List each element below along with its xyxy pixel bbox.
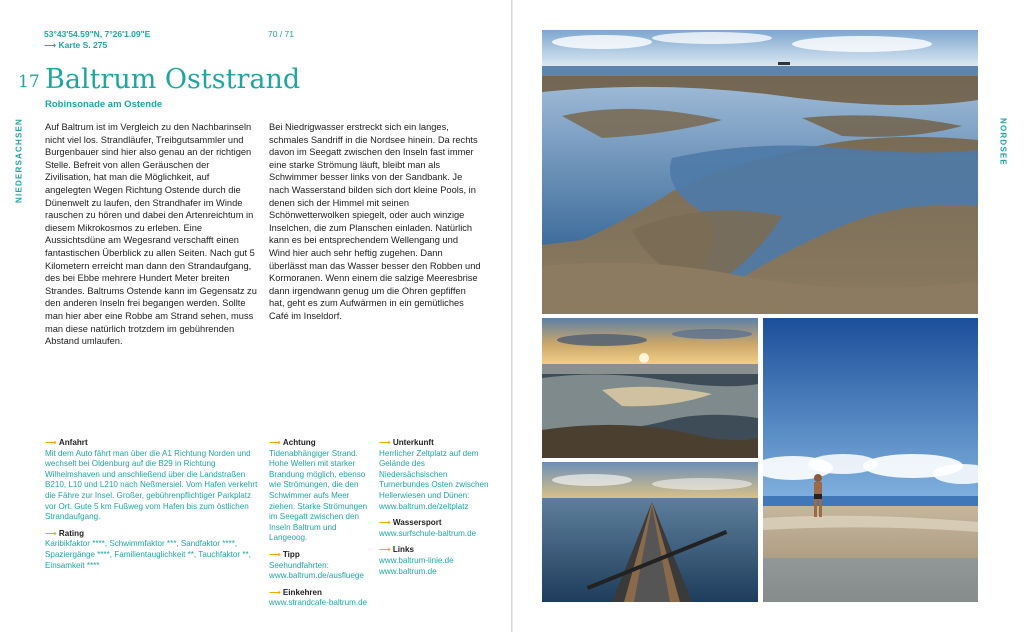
photo-swimmer-beach: [763, 318, 978, 602]
rating-text: Karibikfaktor ****, Schwimmfaktor ***, Sandfaktor ****, Spaziergänge ****, Familientauglichkeit **, Tauchfaktor **, Einsamkeit ****: [45, 539, 251, 570]
unterkunft-heading: ⟶ Unterkunft: [379, 438, 489, 449]
unterkunft-link[interactable]: www.baltrum.de/zeltplatz: [379, 501, 469, 511]
region-label-right: [996, 118, 1010, 178]
info-column-1: [45, 438, 260, 577]
region-text-right: NORDSEE: [998, 118, 1008, 166]
tipp-link[interactable]: www.baltrum.de/ausfluege: [269, 571, 364, 581]
region-label-left: [12, 118, 26, 218]
chapter-number: 17: [18, 72, 40, 92]
page-subtitle: Robinsonade am Ostende: [45, 99, 163, 110]
body-column-1: Auf Baltrum ist im Vergleich zu den Nachbarinseln nicht viel los. Strandläufer, Treibgutsammler und Burgenbauer sind hier also genau an der richtigen Stelle. Befreit von allen Geräuschen der Zivilisation, hat man die Möglichkeit, auf angelegten Wegen Richtung Ostende durch die Dünenwelt zu laufen, den Strandhafer im Winde rauschen zu hören und dabei den Artenreichtum in diesem Mikrokosmos zu erleben. Eine Aussichtsdüne am Wegesrand verschafft einen fantastischen Überblick zu allen Seiten. Nach gut 5 Kilometern erreicht man dann den Strandaufgang, des bei Ebbe mehrere Hundert Meter breiten Strandes. Baltrums Ostende kann im Gegensatz zu den anderen Inseln frei begangen werden. Sollte man hier aber eine Robbe am Strand sehen, muss man diese natürlich trotzdem im gebührenden Abstand umlaufen.: [45, 122, 257, 347]
links-link-2[interactable]: www.baltrum.de: [379, 566, 437, 576]
anfahrt-text: Mit dem Auto fährt man über die A1 Richtung Norden und wechselt bei Oldenburg auf die B29 in Richtung Wilhelmshaven und anschließend über die Landstraßen B210, L10 und L210 nach Neßmersiel. Vom Hafen verkehrt die Fähre zur Insel. Großer, gebührenpflichtiger Parkplatz vor Ort. Gute 5 km Fußweg vom Hafen bis zum östlichen Strandaufgang.: [45, 448, 258, 522]
coordinates: [44, 29, 150, 51]
info-column-3: [379, 438, 489, 583]
rating-heading: ⟶ Rating: [45, 529, 260, 540]
achtung-text: Tidenabhängiger Strand. Hohe Wellen mit starker Brandung möglich, ebenso wie Strömungen, die den Schwimmer aufs Meer ziehen. Starke Strömungen im Seegatt zwischen den Inseln Baltrum und Langeoog.: [269, 448, 368, 543]
links-link-1[interactable]: www.baltrum-linie.de: [379, 555, 454, 565]
photo-tidal-flats: [542, 30, 978, 314]
unterkunft-text: Herrlicher Zeltplatz auf dem Gelände des Niedersächsischen Turnerbundes Osten zwischen Hellerwiesen und Dünen:: [379, 448, 489, 500]
anfahrt-heading: ⟶ Anfahrt: [45, 438, 260, 449]
wassersport-link[interactable]: www.surfschule-baltrum.de: [379, 528, 477, 538]
tipp-text: Seehundfahrten:: [269, 560, 329, 570]
einkehren-heading: ⟶ Einkehren: [269, 588, 371, 599]
page-title: Baltrum Oststrand: [45, 64, 301, 95]
map-reference-link[interactable]: ⟶ Karte S. 275: [44, 40, 108, 50]
region-text: NIEDERSACHSEN: [14, 118, 24, 203]
photo-sunset-pools: [542, 318, 758, 458]
photo-kayak: [542, 462, 758, 602]
einkehren-link[interactable]: www.strandcafe-baltrum.de: [269, 598, 368, 608]
body-column-2: Bei Niedrigwasser erstreckt sich ein langes, schmales Sandriff in die Nordsee hinein. Da rechts davon im Seegatt zwischen den Inseln fast immer eine starke Strömung läuft, bleibt man als Schwimmer besser links von der Sandbank. Je nach Wasserstand bilden sich dort kleine Pools, in denen sich der Himmel mit seinen Schönwetterwolken spiegelt, oder auch winzige Inselchen, die zum Planschen einladen. Natürlich kann es bei entsprechendem Wellengang und Wind hier auch sehr heftig zugehen. Dann überlässt man das Wasser besser den Robben und Kormoranen. Wenn einem die salzige Meeresbrise dann irgendwann genug um die Ohren gepfiffen hat, geht es zum Aufwärmen in ein gemütliches Café im Inseldorf.: [269, 122, 481, 321]
links-heading: ⟶ Links: [379, 545, 489, 556]
info-column-2: [269, 438, 371, 615]
wassersport-heading: ⟶ Wassersport: [379, 518, 489, 529]
page-numbers: 70 / 71: [268, 29, 294, 39]
achtung-heading: ⟶ Achtung: [269, 438, 371, 449]
gps-coordinates: 53°43'54.59"N, 7°26'1.09"E: [44, 29, 151, 39]
tipp-heading: ⟶ Tipp: [269, 550, 371, 561]
